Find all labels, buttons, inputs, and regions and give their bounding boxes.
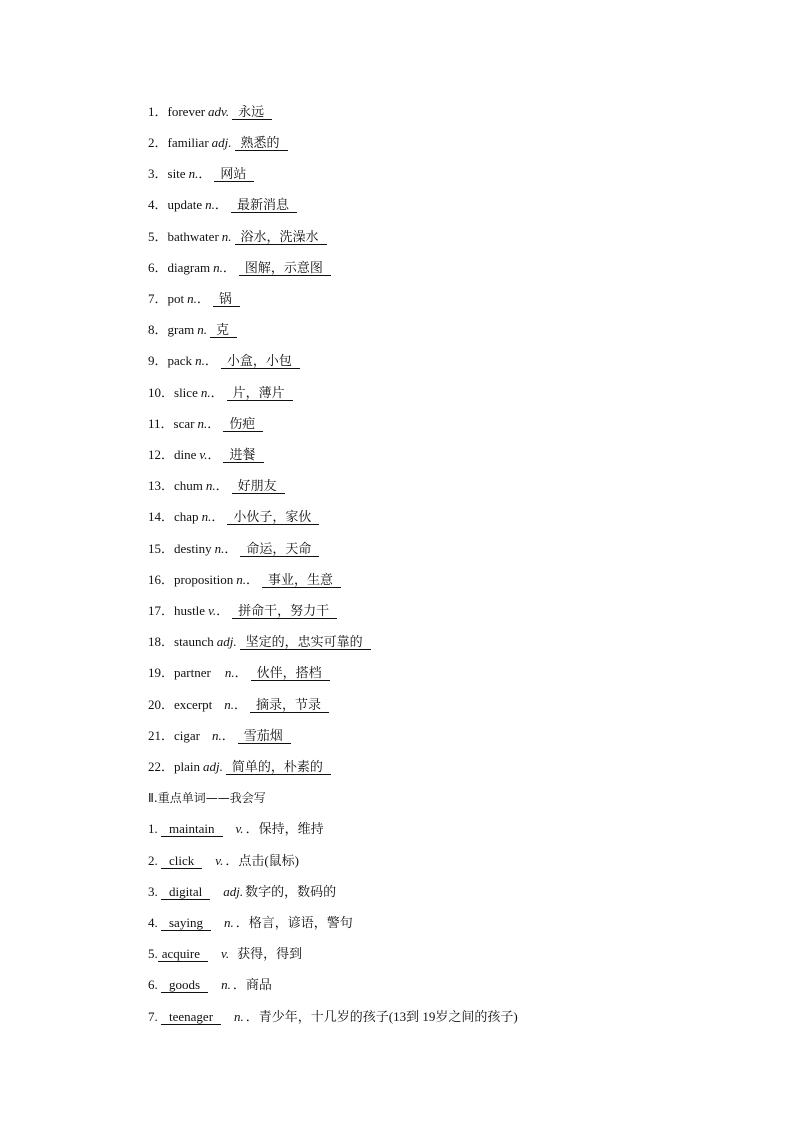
vocab-word: partner [174,665,211,680]
item-number: 22． [148,759,175,774]
answer-blank: 好朋友 [232,478,285,494]
separator: ． [215,478,229,493]
meaning: ．保持，维持 [245,821,324,836]
vocab-word: pot [167,291,185,306]
item-number: 21． [148,728,175,743]
vocab-word: gram [167,322,195,337]
vocab-word: excerpt [174,697,213,712]
part-of-speech: n. [195,353,205,368]
part-of-speech: n. [205,197,215,212]
vocab-item [148,164,254,184]
vocab-item [148,383,293,403]
part-of-speech: n. [213,260,223,275]
answer-blank: acquire [158,946,208,962]
part-of-speech: adj. [216,634,237,649]
vocab-word: hustle [174,603,206,618]
write-item [148,819,324,839]
meaning: ．格言，谚语，警句 [235,915,353,930]
item-number: 1. [148,821,158,836]
answer-blank: 小盒，小包 [221,353,300,369]
vocab-word: forever [167,104,206,119]
vocab-item [148,414,263,434]
vocab-item [148,757,331,777]
vocab-item [148,632,371,652]
item-number: 7． [148,291,168,306]
separator: ． [207,447,221,462]
vocab-word: bathwater [167,229,219,244]
vocab-word: pack [167,353,193,368]
vocab-item [148,102,272,122]
item-number: 5． [148,229,168,244]
vocab-item [148,695,329,715]
part-of-speech: n. [205,478,216,493]
vocab-word: site [167,166,186,181]
answer-blank: 最新消息 [231,197,297,213]
answer-blank: 图解，示意图 [239,260,331,276]
part-of-speech: n. [212,728,222,743]
part-of-speech: v. [215,853,224,868]
vocab-word: chum [174,478,203,493]
item-number: 10． [148,385,175,400]
separator: ． [234,697,248,712]
answer-blank: teenager [161,1009,221,1025]
write-item [148,944,302,964]
answer-blank: 网站 [214,166,254,182]
separator: ． [196,291,210,306]
part-of-speech: n. [200,385,211,400]
item-number: 13． [148,478,175,493]
separator: ． [211,509,225,524]
separator: ． [214,197,228,212]
vocab-item [148,663,330,683]
vocab-item [148,570,341,590]
answer-blank: click [161,853,202,869]
item-number: 7. [148,1009,158,1024]
item-number: 18． [148,634,175,649]
answer-blank: 进餐 [223,447,263,463]
part-of-speech: n. [197,416,208,431]
vocab-item [148,476,285,496]
item-number: 1． [148,104,168,119]
separator: ． [221,728,235,743]
part-of-speech: adj. [203,759,223,774]
answer-blank: 雪茄烟 [238,728,291,744]
item-number: 16． [148,572,175,587]
item-number: 6． [148,260,168,275]
item-number: 8． [148,322,168,337]
vocab-item [148,539,319,559]
item-number: 3． [148,166,168,181]
separator: ． [207,416,221,431]
separator: ． [224,541,238,556]
vocab-word: diagram [167,260,211,275]
separator: ． [216,603,230,618]
part-of-speech: adv. [208,104,230,119]
part-of-speech: n. [187,291,197,306]
write-item [148,851,299,871]
answer-blank: 熟悉的 [235,135,288,151]
vocab-word: chap [174,509,199,524]
item-number: 11． [148,416,174,431]
separator: ． [246,572,260,587]
separator: ． [210,385,224,400]
item-number: 6. [148,977,158,992]
part-of-speech: v. [221,946,230,961]
item-number: 19． [148,665,175,680]
part-of-speech: n. [236,572,246,587]
item-number: 4. [148,915,158,930]
item-number: 5. [148,946,158,961]
separator: ． [204,353,218,368]
item-number: 17． [148,603,175,618]
item-number: 20． [148,697,175,712]
answer-blank: digital [161,884,210,900]
meaning: ．商品 [232,977,272,992]
part-of-speech: v. [199,447,208,462]
separator: ． [198,166,212,181]
meaning: ．点击(鼠标) [225,853,299,868]
answer-blank: 片，薄片 [227,385,293,401]
separator: ． [234,665,248,680]
separator: ． [222,260,236,275]
part-of-speech: v. [235,821,244,836]
vocab-item [148,507,319,527]
answer-blank: 伙伴，搭档 [251,665,330,681]
item-number: 9． [148,353,168,368]
vocab-word: cigar [174,728,200,743]
answer-blank: saying [161,915,211,931]
item-number: 3. [148,884,158,899]
meaning: ．青少年，十几岁的孩子(13到 19岁之间的孩子) [245,1009,518,1024]
answer-blank: 克 [210,322,237,338]
item-number: 15． [148,541,175,556]
item-number: 2． [148,135,168,150]
vocab-item [148,320,237,340]
meaning: 获得，得到 [237,946,303,961]
part-of-speech: v. [208,603,217,618]
part-of-speech: n. [201,509,212,524]
answer-blank: 坚定的，忠实可靠的 [240,634,371,650]
part-of-speech: n. [223,915,234,930]
vocab-word: staunch [174,634,214,649]
part-of-speech: n. [224,697,235,712]
answer-blank: 浴水，洗澡水 [235,229,327,245]
vocab-item [148,227,327,247]
answer-blank: goods [161,977,208,993]
part-of-speech: n. [224,665,235,680]
answer-blank: 伤疤 [223,416,263,432]
section-heading: Ⅱ.重点单词——我会写 [148,791,266,805]
write-item [148,975,272,995]
item-number: 2. [148,853,158,868]
vocab-item [148,133,288,153]
vocab-item [148,726,291,746]
item-number: 12． [148,447,175,462]
vocab-word: update [167,197,203,212]
vocab-word: dine [174,447,197,462]
answer-blank: 拼命干，努力干 [232,603,337,619]
vocab-word: proposition [174,572,234,587]
answer-blank: 简单的，朴素的 [226,759,331,775]
vocab-item [148,258,331,278]
vocab-item [148,445,264,465]
answer-blank: 摘录，节录 [250,697,329,713]
write-item [148,882,336,902]
part-of-speech: n. [214,541,225,556]
meaning: 数字的，数码的 [245,884,337,899]
part-of-speech: n. [234,1009,244,1024]
answer-blank: 永远 [232,104,272,120]
part-of-speech: n. [197,322,207,337]
vocab-word: destiny [174,541,212,556]
part-of-speech: n. [188,166,199,181]
vocab-word: scar [173,416,195,431]
vocab-item [148,351,300,371]
vocab-word: familiar [167,135,209,150]
part-of-speech: n. [221,229,232,244]
vocab-word: plain [174,759,201,774]
part-of-speech: n. [221,977,231,992]
answer-blank: 锅 [213,291,240,307]
part-of-speech: adj. [211,135,232,150]
write-item [148,1007,518,1027]
answer-blank: 事业，生意 [262,572,341,588]
answer-blank: 命运，天命 [240,541,319,557]
vocab-item [148,195,297,215]
write-item [148,913,353,933]
item-number: 4． [148,197,168,212]
item-number: 14． [148,509,175,524]
part-of-speech: adj. [223,884,244,899]
vocab-item [148,601,337,621]
answer-blank: maintain [161,821,223,837]
vocab-word: slice [174,385,198,400]
answer-blank: 小伙子，家伙 [227,509,319,525]
vocab-item [148,289,240,309]
